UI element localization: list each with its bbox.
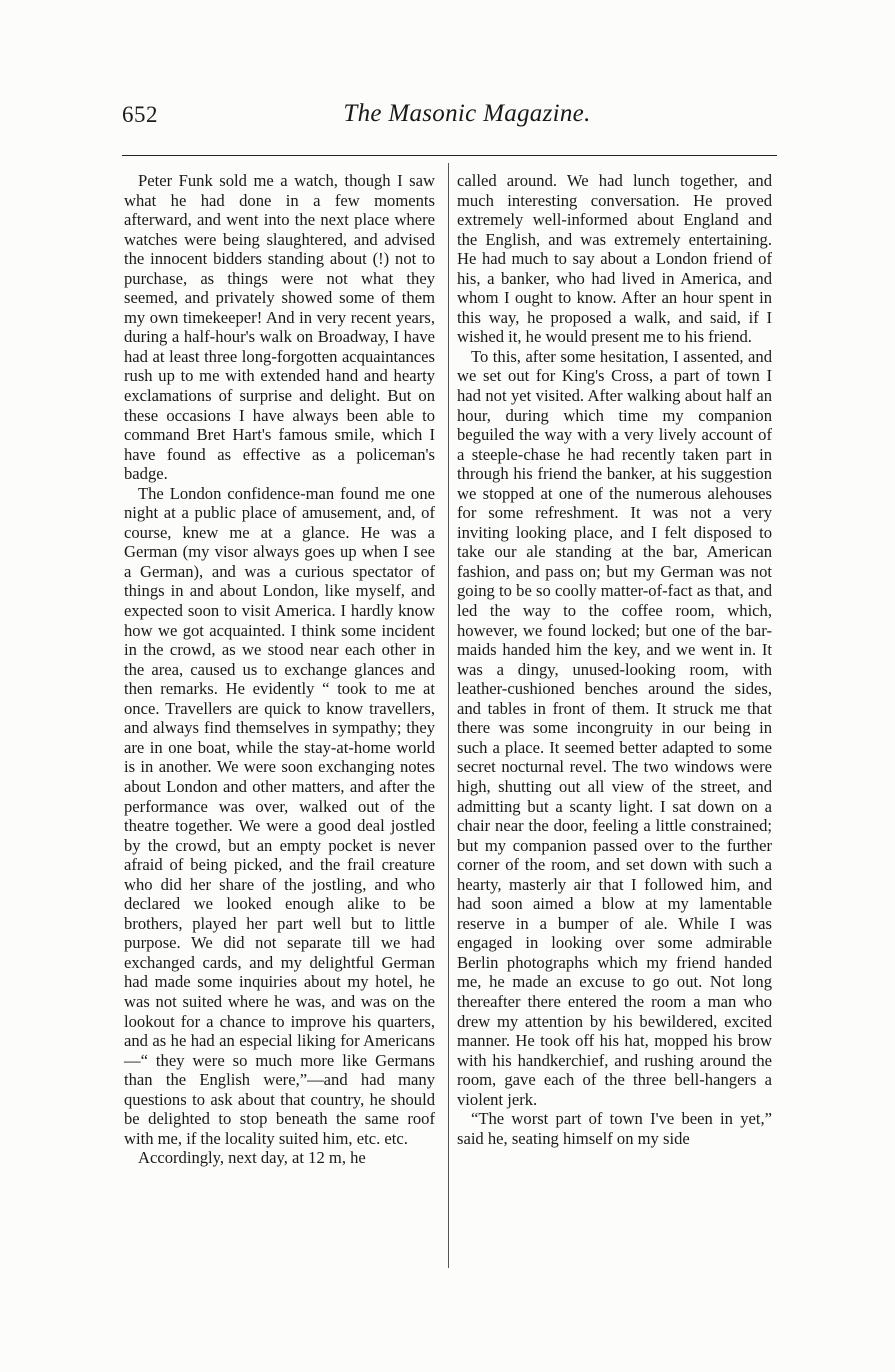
left-column bbox=[124, 171, 435, 1168]
paragraph: Peter Funk sold me a watch, though I saw what he had done in a few moments afterward, and went into the next place where watches were being slaughtered, and advised the innocent bidders standing about (!) not to purchase, as things were not what they seemed, and privately showed some of them my own timekeeper! And in very recent years, during a half-hour's walk on Broadway, I have had at least three long-forgotten acquaintances rush up to me with extended hand and hearty exclamations of surprise and delight. But on these occasions I have always been able to command Bret Hart's famous smile, which I have found as effective as a policeman's badge. bbox=[124, 171, 435, 484]
page-number: 652 bbox=[122, 102, 158, 127]
paragraph: Accordingly, next day, at 12 m, he bbox=[138, 1148, 366, 1168]
paragraph: “The worst part of town I've been in yet,” said he, seating himself on my side bbox=[457, 1109, 772, 1148]
column-divider bbox=[448, 163, 449, 1268]
header-rule bbox=[122, 155, 777, 156]
right-column bbox=[457, 171, 772, 1148]
page-header bbox=[122, 102, 777, 136]
paragraph: called around. We had lunch together, and much interesting conversation. He proved extremely well-informed about England and the English, and was extremely entertaining. He had much to say about a London friend of his, a banker, who had lived in America, and whom I ought to know. After an hour spent in this way, he proposed a walk, and said, if I wished it, he would present me to his friend. bbox=[457, 171, 772, 347]
paragraph: To this, after some hesitation, I assented, and we set out for King's Cross, a part of town I had not yet visited. After walking about half an hour, during which time my companion beguiled the way with a very lively account of a steeple-chase he had recently taken part in through his friend the banker, at his suggestion we stopped at one of the numerous alehouses for some refreshment. It was not a very inviting looking place, and I felt disposed to take our ale standing at the bar, American fashion, and pass on; but my German was not going to be so coolly matter-of-fact as that, and led the way to the coffee room, which, however, we found locked; but one of the bar-maids handed him the key, and we went in. It was a dingy, unused-looking room, with leather-cushioned benches around the sides, and tables in front of them. It struck me that there was some incongruity in our being in such a place. It seemed better adapted to some secret nocturnal revel. The two windows were high, shutting out all view of the street, and admitting but a scanty light. I sat down on a chair near the door, feeling a little constrained; but my companion passed over to the further corner of the room, and set down with such a hearty, masterly air that I followed him, and had soon aimed a blow at my lamentable reserve in a bumper of ale. While I was engaged in looking over some admirable Berlin photographs which my friend handed me, he made an excuse to go out. Not long thereafter there entered the room a man who drew my attention by his bewildered, excited manner. He took off his hat, mopped his brow with his handkerchief, and rushing around the room, gave each of the three bell-hangers a violent jerk. bbox=[457, 346, 772, 1109]
running-title: The Masonic Magazine. bbox=[343, 100, 591, 127]
paragraph: The London confidence-man found me one night at a public place of amusement, and, of course, knew me at a glance. He was a German (my visor always goes up when I see a German), and was a curious spectator of things in and about London, like myself, and expected soon to visit America. I hardly know how we got acquainted. I think some incident in the crowd, as we stood near each other in the area, caused us to exchange glances and then remarks. He evidently “ took to me at once. Travellers are quick to know travellers, and always find themselves in sympathy; they are in one boat, while the stay-at-home world is in another. We were soon exchanging notes about London and other matters, and after the performance was over, walked out of the theatre together. We were a good deal jostled by the crowd, but an empty pocket is never afraid of being picked, and the frail creature who did her share of the jostling, and who declared we looked enough alike to be brothers, played her part well but to little purpose. We did not separate till we had exchanged cards, and my delightful German had made some inquiries about my hotel, he was not suited where he was, and was on the lookout for a chance to improve his quarters, and as he had an especial liking for Americans—“ they were so much more like Germans than the English were,”—and had many questions to ask about that country, he should be delighted to stop beneath the same roof with me, if the locality suited him, etc. etc. bbox=[124, 483, 435, 1148]
